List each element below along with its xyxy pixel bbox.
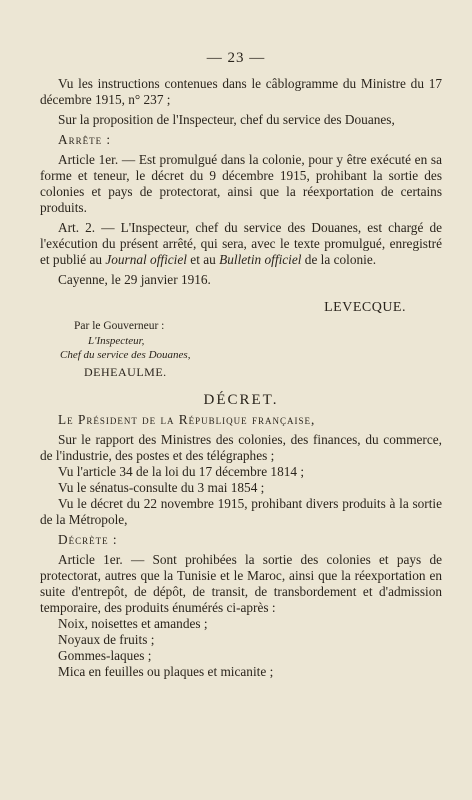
decrete-heading: Décrète :: [58, 532, 118, 547]
arrete-heading: Arrête :: [58, 132, 112, 147]
vu-article-34: Vu l'article 34 de la loi du 17 décembre 1814 ;: [58, 464, 305, 479]
arrete-article-2-text-c: de la colonie.: [301, 252, 377, 267]
rapport-paragraph: Sur le rapport des Ministres des colonies, des finances, du commerce, de l'industrie, des postes et des télégraphes ;: [40, 432, 442, 463]
bulletin-officiel-ref: Bulletin officiel: [219, 252, 302, 267]
vu-instructions-paragraph: Vu les instructions contenues dans le câblogramme du Ministre du 17 décembre 1915, n° 237 ;: [40, 76, 442, 107]
arrete-article-1-label: Article 1er.: [58, 152, 119, 167]
arrete-article-2-label: Art. 2.: [58, 220, 96, 235]
par-le-gouverneur: Par le Gouverneur :: [74, 320, 165, 332]
proposition-paragraph: Sur la proposition de l'Inspecteur, chef du service des Douanes,: [58, 112, 395, 127]
governor-signature: LEVECQUE.: [324, 300, 406, 315]
president-line: Le Président de la République française,: [58, 412, 316, 427]
inspecteur-title: L'Inspecteur,: [88, 335, 145, 347]
list-item: Noyaux de fruits ;: [58, 632, 155, 647]
list-item: Gommes-laques ;: [58, 648, 152, 663]
decret-article-1: [40, 552, 442, 616]
arrete-article-1-text: — Est promulgué dans la colonie, pour y être exécuté en sa forme et teneur, le décret du 9 décembre 1915, prohibant la sortie des colonies et pays de protectorat, ainsi que la réexportation de certains produits.: [40, 152, 442, 215]
page-number: — 23 —: [206, 50, 266, 66]
vu-senatus-consulte: Vu le sénatus-consulte du 3 mai 1854 ;: [58, 480, 265, 495]
arrete-article-2-text-b: et au: [186, 252, 220, 267]
decret-title: DÉCRET.: [203, 392, 279, 408]
list-item: Mica en feuilles ou plaques et micanite ;: [58, 664, 274, 679]
page-content: [40, 76, 442, 680]
vu-decret-novembre: Vu le décret du 22 novembre 1915, prohibant divers produits à la sortie de la Métropole,: [40, 496, 442, 527]
list-item: Noix, noisettes et amandes ;: [58, 616, 208, 631]
journal-officiel-ref: Journal officiel: [105, 252, 187, 267]
place-date: Cayenne, le 29 janvier 1916.: [58, 272, 211, 287]
arrete-article-1: [40, 152, 442, 216]
decret-article-1-text: — Sont prohibées la sortie des colonies et pays de protectorat, autres que la Tunisie et le Maroc, ainsi que la réexportation en suite d'entrepôt, de dépôt, de transit, de transbordement et d'admission temporaire, des produits énumérés ci-après :: [40, 552, 442, 615]
decret-article-1-label: Article 1er.: [58, 552, 123, 567]
chef-service-title: Chef du service des Douanes,: [60, 349, 191, 361]
arrete-article-2-text-a: — L'Inspecteur, chef du service des Douanes, est chargé de l'exécution du présent arrêté, qui sera, avec le texte promulgué, enregistré et publié au: [40, 220, 442, 267]
arrete-article-2: [40, 220, 442, 268]
inspector-name: DEHEAULME.: [84, 365, 167, 379]
